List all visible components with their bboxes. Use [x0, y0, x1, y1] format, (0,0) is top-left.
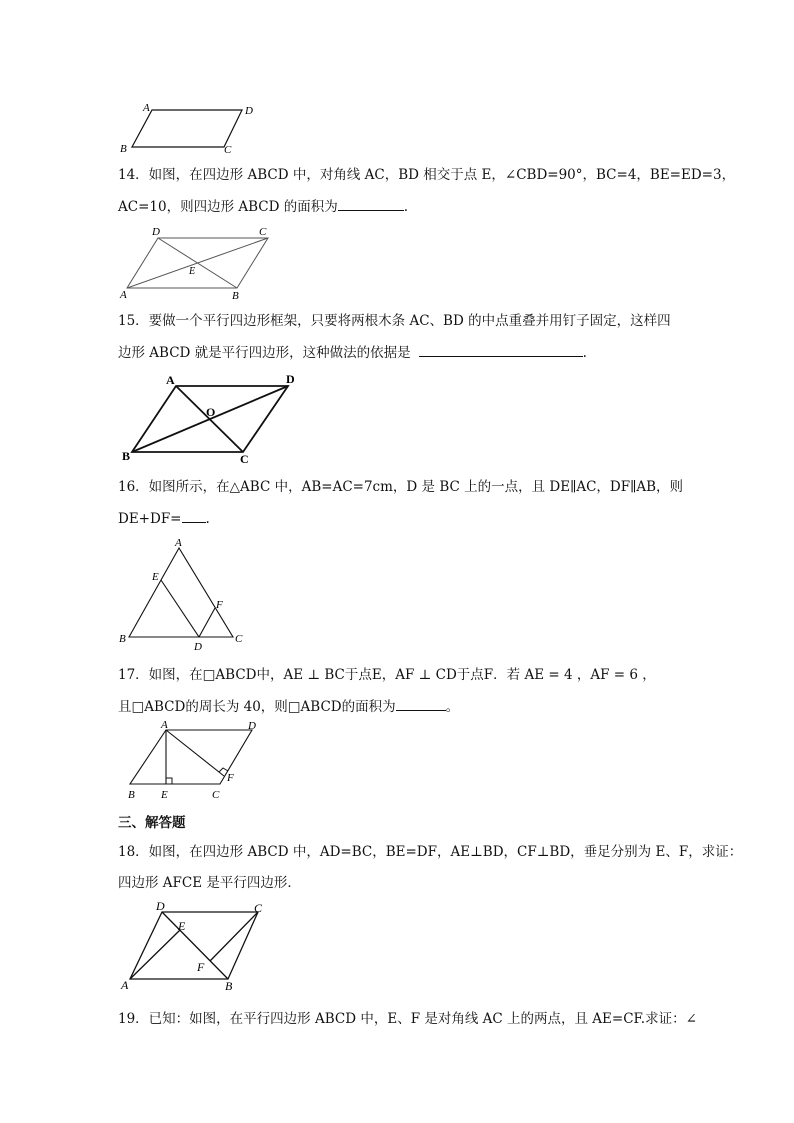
q18-segment-CF	[210, 912, 258, 961]
q15-line2-text: 边形 ABCD 就是平行四边形，这种做法的依据是	[118, 345, 411, 361]
label-E: E	[178, 919, 186, 933]
q16-triangle-ABC	[129, 548, 233, 637]
label-A: A	[175, 537, 182, 549]
label-B: B	[128, 789, 135, 801]
q16-line2-text: DE+DF=	[118, 511, 182, 527]
q14-diagonal-BD	[158, 238, 237, 288]
label-B: B	[232, 290, 239, 302]
q18-segment-AE	[130, 930, 180, 979]
q17-line2	[118, 696, 459, 717]
label-D: D	[245, 105, 253, 117]
label-A: A	[161, 719, 168, 731]
q18-line1: 18．如图，在四边形 ABCD 中，AD=BC，BE=DF，AE⊥BD，CF⊥BD，垂足分别为 E、F，求证：	[118, 844, 743, 860]
q14-line2-end: .	[403, 199, 409, 215]
q17-line2-text: 且□ABCD的周长为 40，则□ABCD的面积为	[118, 699, 396, 715]
label-O: O	[206, 405, 216, 419]
q17-right-angle-E	[166, 778, 172, 784]
label-B: B	[119, 633, 126, 645]
label-D: D	[152, 226, 160, 238]
figure-parallelogram-top	[112, 100, 262, 155]
label-E: E	[152, 571, 159, 583]
label-F: F	[197, 960, 205, 974]
label-D: D	[248, 720, 256, 732]
q16-line1: 16．如图所示，在△ABC 中，AB=AC=7cm，D 是 BC 上的一点，且 DE∥AC，DF∥AB，则	[118, 479, 684, 495]
figure-q16	[115, 536, 255, 654]
figure-q14	[115, 224, 285, 302]
label-B: B	[122, 449, 131, 463]
q14-answer-blank	[338, 196, 404, 211]
q16-line2	[118, 508, 210, 529]
q16-segment-DE	[161, 580, 199, 637]
q14-line1: 14．如图，在四边形 ABCD 中，对角线 AC，BD 相交于点 E，∠CBD=90°，BC=4，BE=ED=3，	[118, 167, 736, 183]
q14-line2	[118, 196, 408, 217]
label-C: C	[224, 144, 232, 155]
q17-answer-blank	[396, 696, 446, 711]
label-C: C	[235, 633, 243, 645]
q18-quadrilateral	[130, 912, 258, 979]
q15-answer-blank	[419, 342, 583, 357]
q18-line2: 四边形 AFCE 是平行四边形．	[118, 875, 301, 891]
label-F: F	[227, 772, 234, 784]
section-heading: 三、解答题	[118, 815, 186, 831]
label-A: A	[143, 102, 150, 114]
q19-line1: 19．已知：如图，在平行四边形 ABCD 中，E、F 是对角线 AC 上的两点，且 AE=CF.求证：∠	[118, 1011, 697, 1027]
q16-answer-blank	[182, 508, 206, 523]
q17-line2-end: 。	[445, 699, 460, 715]
label-F: F	[216, 599, 223, 611]
q15-line1: 15．要做一个平行四边形框架，只要将两根木条 AC、BD 的中点重叠并用钉子固定，这样四	[118, 313, 671, 329]
label-A: A	[120, 289, 127, 301]
label-E: E	[189, 266, 196, 277]
label-B: B	[225, 979, 233, 993]
label-D: D	[156, 900, 165, 913]
q17-altitude-AF	[166, 730, 224, 776]
q15-line2-end: .	[582, 345, 587, 361]
label-D: D	[286, 372, 295, 386]
label-C: C	[212, 789, 220, 801]
q15-line2	[118, 342, 587, 363]
figure-q15	[118, 370, 308, 466]
label-B: B	[120, 143, 127, 155]
label-C: C	[240, 452, 249, 466]
label-C: C	[259, 226, 267, 238]
label-A: A	[121, 978, 129, 992]
figure-q18	[118, 900, 273, 996]
q18-diagonal-BD	[162, 912, 228, 979]
q16-segment-DF	[199, 608, 215, 637]
label-D: D	[194, 641, 202, 653]
figure-q17	[120, 718, 270, 804]
q14-line2-text: AC=10，则四边形 ABCD 的面积为	[118, 199, 338, 215]
parallelogram-shape	[132, 110, 242, 147]
label-A: A	[166, 373, 175, 387]
label-E: E	[161, 789, 168, 801]
q17-line1: 17．如图，在□ABCD中，AE ⊥ BC于点E，AF ⊥ CD于点F．若 AE = 4 ，AF = 6 ，	[118, 667, 656, 683]
label-C: C	[254, 901, 263, 915]
q16-line2-end: .	[205, 511, 210, 527]
